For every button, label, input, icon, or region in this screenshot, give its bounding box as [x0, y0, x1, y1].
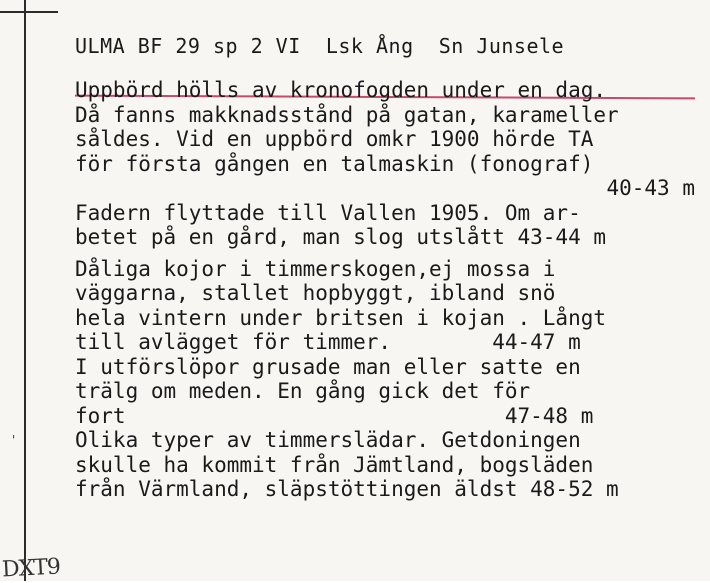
text-line: I utförslöpor grusade man eller satte en — [75, 354, 581, 379]
text-line: Dåliga kojor i timmerskogen,ej mossa i — [75, 256, 556, 281]
card-text-lines — [75, 78, 705, 502]
text-line: Fadern flyttade till Vallen 1905. Om ar- — [75, 200, 581, 225]
text-line: för första gången en talmaskin (fonograf) — [75, 151, 594, 176]
text-line: 40-43 m — [606, 176, 695, 200]
text-line: hela vintern under britsen i kojan . Långt — [75, 305, 607, 330]
line-gap — [75, 250, 705, 257]
card-left-edge — [24, 0, 26, 581]
text-line: från Värmland, släpstöttingen äldst 48-52 m — [75, 477, 619, 501]
text-line: fort 47-48 m — [75, 403, 594, 428]
card-top-edge — [0, 11, 58, 13]
text-line: trälg om meden. En gång gick det för — [75, 379, 531, 403]
text-line: betet på en gård, man slog utslått 43-44 m — [75, 225, 607, 249]
text-line: väggarna, stallet hopbyggt, ibland snö — [75, 281, 556, 305]
card-header: ULMA BF 29 sp 2 VI Lsk Ång Sn Junsele — [75, 34, 565, 58]
text-line: såldes. Vid en uppbörd omkr 1900 hörde TA — [75, 127, 594, 151]
text-line: skulle ha kommit från Jämtland, bogsläden — [75, 452, 594, 477]
handwritten-mark: DXT9 — [1, 554, 61, 583]
margin-mark: ' — [10, 433, 18, 447]
text-line: Uppbörd hölls av kronofogden under en dag. — [75, 78, 607, 102]
text-line: Olika typer av timmerslädar. Getdoningen — [75, 428, 581, 452]
text-line: Då fanns makknadsstånd på gatan, karameller — [75, 102, 619, 127]
text-line: till avlägget för timmer. 44-47 m — [75, 330, 581, 354]
